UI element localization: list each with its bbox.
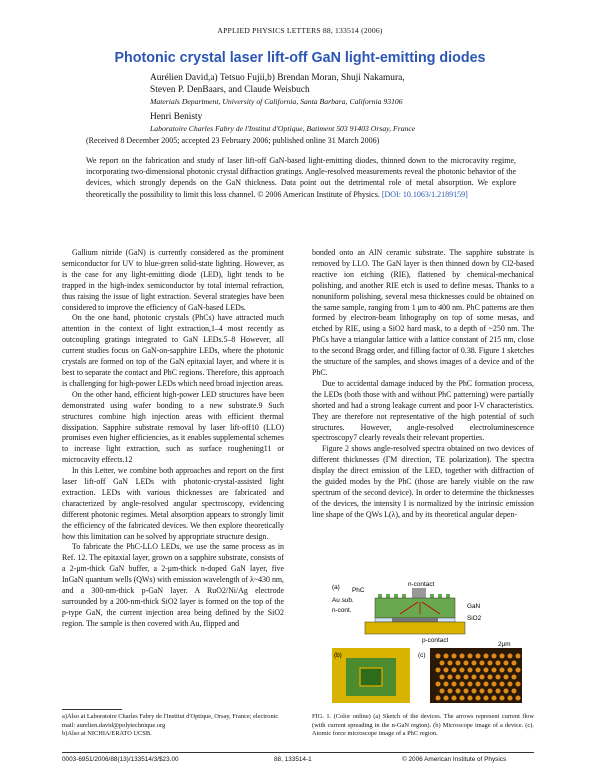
footnote-b: b)Also at NICHIA/ERATO UCSB. [62,730,152,738]
panel-b-label: (b) [334,652,342,659]
figure-1-caption: FIG. 1. (Color online) (a) Sketch of the devices. The arrows represent current flow (with current spreading in the n-GaN region). (b) Microscope image of a device. (c). Atomic force microscope image of a PhC region. [312,713,534,738]
au-sub-label: Au sub. [332,597,354,604]
paragraph: On the one hand, photonic crystals (PhCs) have attracted much attention in the context of light extraction,1–4 most recently as outcoupling gratings integrated to GaN LEDs.5–8 However, all current studies focus on GaN-on-sapphire LEDs, where the photonic crystals are formed on top of the GaN epitaxial layer, and where it is best to separate the contact and PhC regions. Therefore, this approach is challenging for high-power LEDs which need broad injection areas. [62,313,284,388]
paragraph: Due to accidental damage induced by the PhC formation process, the LEDs (both those with and without PhC patterning) were partially shorted and had a strong leakage current and poor I-V characteristics. They are therefore not representative of the high potential of such structures. However, angle-resolved electroluminescence spectroscopy7 clearly reveals their relevant properties. [312,378,534,443]
panel-a-label: (a) [332,584,340,591]
footnote-a: a)Also at Laboratoire Charles Fabry de l'Institut d'Optique, Orsay, France; electronic mail: aurelien.david@polytechnique.org [62,713,279,729]
figure-1-svg [330,580,525,705]
panel-c-label: (c) [418,652,426,659]
footer-divider [62,752,534,753]
paragraph: To fabricate the PhC-LLO LEDs, we use the same process as in Ref. 12. The epitaxial layer, grown on a sapphire substrate, consists of a 2-μm-thick GaN buffer, a 2-μm-thick n-doped GaN layer, five InGaN quantum wells (QWs) with emission wavelength of λ~430 nm, and a 300-nm-thick p-GaN layer. A RuO2/Ni/Ag electrode surrounded by a 200-nm-thick SiO2 layer is formed on the top of the p-type GaN, the current injection area being defined by the SiO2 region. The sample is then covered with Au, flipped and [62,542,284,628]
paragraph: Gallium nitride (GaN) is currently considered as the prominent semiconductor for UV to blue-green solid-state lighting. However, as is the case for any light-emitting diode (LED), light tends to be trapped in the high-index semiconductor by total internal refraction, thus raising the issue of light extraction. Several strategies have been considered to improve the efficiency of GaN-based LEDs. [62,248,284,312]
au-substrate [365,622,465,634]
running-head: APPLIED PHYSICS LETTERS 88, 133514 (2006) [217,26,383,35]
gan-layer [375,598,455,618]
affiliation-2: Laboratoire Charles Fabry de l'Institut d'Optique, Batiment 503 91403 Orsay, France [150,124,416,133]
authors-line-1: Aurélien David,a) Tetsuo Fujii,b) Brendan Moran, Shuji Nakamura, [150,73,405,83]
n-contact-label: n-contact [408,581,435,588]
sio2-label: SiO2 [467,615,482,622]
author-henri-benisty: Henri Benisty [150,112,203,122]
footer-copyright: © 2006 American Institute of Physics [402,756,507,763]
right-column [312,248,534,521]
figure-1 [330,580,525,705]
device-core [360,668,382,686]
paragraph: Figure 2 shows angle-resolved spectra obtained on two devices of different thicknesses (ΓM direction, TE polarization). The spectra display the direct emission of the LED, together with diffraction of the guided modes by the PhC (those are barely visible on the raw spectrum of the second device). In order to determine the thicknesses of the devices, the intensity I is normalized by the intrinsic emission line shape of the QWs L(λ), and by its theoretical angular depen- [312,444,534,519]
n-cont-label: n-cont. [332,607,352,614]
abstract [86,155,516,200]
p-electrode [392,618,438,622]
footnote-divider [62,709,122,710]
n-contact-pad [412,588,426,598]
abstract-doi-link[interactable]: [DOI: 10.1063/1.2189159] [381,189,468,199]
gan-label: GaN [467,603,481,610]
paragraph: In this Letter, we combine both approaches and report on the first laser lift-off GaN LEDs with photonic-crystal-assisted light extraction. LEDs with various thicknesses are fabricated and characterized by angle-resolved angular spectroscopy, evidencing different photonic regimes. Metal absorption appears to strongly limit the efficiency of the fabricated devices. We then explore theoretically how this limitation can be solved by appropriate structure design. [62,466,284,541]
abstract-text: We report on the fabrication and study of laser lift-off GaN-based light-emitting diodes, thinned down to the microcavity regime, incorporating two-dimensional photonic crystal diffraction gratings. Angle-resolved measurements reveal the photonic behavior of the devices, which strongly depends on the GaN thickness. Data point out the detrimental role of metal absorption. We explore theoretically the possibility to limit this loss channel. © 2006 American Institute of Physics. [86,156,516,199]
paragraph: bonded onto an AlN ceramic substrate. The sapphire substrate is removed by LLO. The GaN layer is then thinned down by Cl2-based reactive ion etching (RIE), flattened by chemical-mechanical polishing, and another RIE etch is used to define mesas. Thanks to a nonuniform polishing, several mesa thicknesses could be obtained on the same sample, ranging from 1 μm to 400 nm. PhC patterns are then formed by electron-beam lithography on top of some mesas, and etched by RIE, using a SiO2 hard mask, to a depth of ~250 nm. The PhCs have a triangular lattice with a lattice constant of 215 nm, close to the second Bragg order, and filling factor of 0.38. Figure 1 sketches the structure of the samples, and shows images of a device and of the PhC. [312,248,534,377]
received-dates: (Received 8 December 2005; accepted 23 February 2006; published online 31 March 2006) [86,136,380,145]
left-column [62,248,284,630]
footer-issn: 0003-6951/2006/88(13)/133514/3/$23.00 [62,756,179,763]
p-contact-label: p-contact [422,637,449,644]
footnotes [62,713,284,739]
affiliation-1: Materials Department, University of California, Santa Barbara, California 93106 [150,97,403,106]
phc-label: PhC [352,587,365,594]
paragraph: On the other hand, efficient high-power LED structures have been demonstrated using wafer bonding to a new substrate.9 Such structures combine high injection areas with efficient thermal dissipation. Sapphire substrate removal by laser lift-off10 (LLO) promises even higher efficiencies, as it enables supplemental schemes to increase light extraction, such as surface roughening11 or microcavity effects.12 [62,389,284,465]
scale-bar-label: 2μm [498,641,511,648]
paper-title: Photonic crystal laser lift-off GaN light-emitting diodes [114,50,486,66]
footer-page-number: 88, 133514-1 [274,756,312,763]
authors-line-2: Steven P. DenBaars, and Claude Weisbuch [150,85,310,95]
